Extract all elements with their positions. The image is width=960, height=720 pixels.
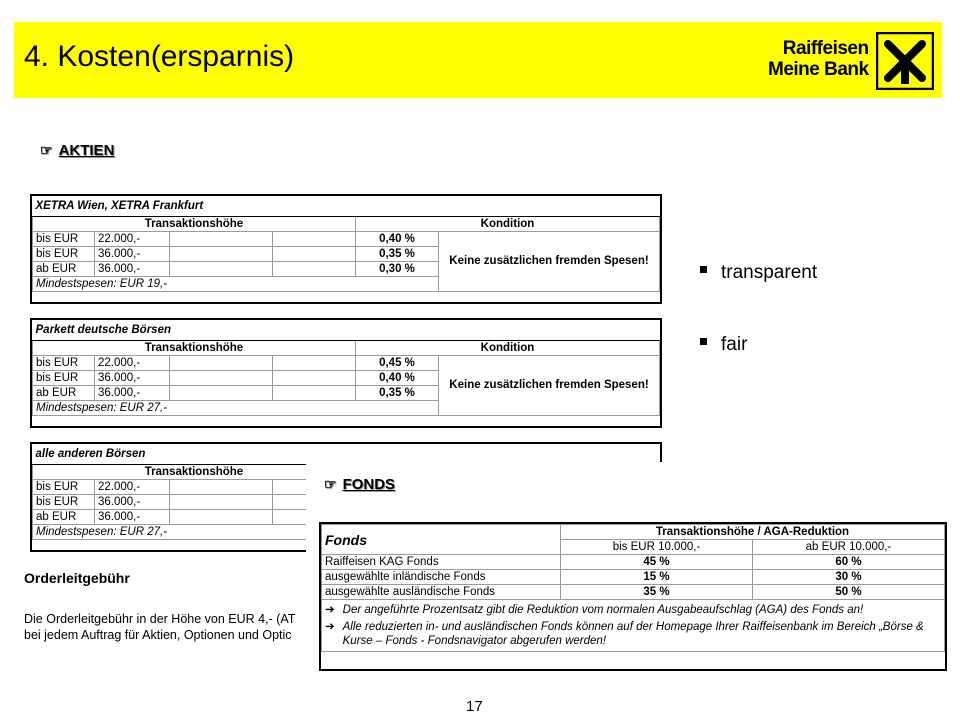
cell: 45 % bbox=[561, 555, 753, 570]
table-title: alle anderen Börsen bbox=[33, 444, 660, 465]
pointing-hand-icon: ☞ bbox=[40, 142, 53, 158]
cell: 50 % bbox=[753, 585, 945, 600]
page-number: 17 bbox=[466, 698, 483, 715]
arrow-right-icon: ➔ bbox=[325, 604, 335, 616]
spesen-note: Keine zusätzlichen fremden Spesen! bbox=[439, 232, 660, 292]
cell: 30 % bbox=[753, 570, 945, 585]
table-title: XETRA Wien, XETRA Frankfurt bbox=[33, 196, 660, 217]
brand-logo-text: Raiffeisen Meine Bank bbox=[768, 38, 869, 80]
square-bullet-icon bbox=[700, 266, 707, 273]
column-header: Transaktionshöhe bbox=[33, 341, 356, 356]
fonds-name: ausgewählte inländische Fonds bbox=[322, 570, 561, 585]
column-header: Transaktionshöhe / AGA-Reduktion bbox=[561, 525, 945, 540]
cell: 0,30 % bbox=[356, 262, 439, 277]
cell: bis EUR bbox=[33, 495, 95, 510]
min-fee: Mindestspesen: EUR 27,- bbox=[33, 525, 439, 540]
cell: 36.000,- bbox=[95, 247, 170, 262]
cell: 0,40 % bbox=[356, 371, 439, 386]
orderleit-text-1: Die Orderleitgebühr in der Höhe von EUR 4,- (AT bbox=[24, 612, 296, 626]
cell: 15 % bbox=[561, 570, 753, 585]
cell: bis EUR bbox=[33, 356, 95, 371]
cell: 36.000,- bbox=[95, 262, 170, 277]
cell: bis EUR bbox=[33, 371, 95, 386]
cell: ab EUR bbox=[33, 262, 95, 277]
aktien-heading: ☞ AKTIEN bbox=[40, 142, 115, 159]
column-header: Transaktionshöhe bbox=[33, 465, 356, 480]
cell: 0,35 % bbox=[356, 247, 439, 262]
page-title: 4. Kosten(ersparnis) bbox=[24, 40, 295, 73]
column-header: ab EUR 10.000,- bbox=[753, 540, 945, 555]
xetra-table bbox=[30, 194, 662, 304]
cell: 36.000,- bbox=[95, 510, 170, 525]
cell: 0,40 % bbox=[356, 232, 439, 247]
bullet-item: transparent bbox=[700, 262, 817, 284]
parkett-table bbox=[30, 318, 662, 428]
orderleit-heading: Orderleitgebühr bbox=[24, 570, 130, 586]
cell: 0,45 % bbox=[356, 356, 439, 371]
square-bullet-icon bbox=[700, 338, 707, 345]
cell: 35 % bbox=[561, 585, 753, 600]
cell: ab EUR bbox=[33, 510, 95, 525]
cell: 22.000,- bbox=[95, 480, 170, 495]
cell: 22.000,- bbox=[95, 356, 170, 371]
cell: 0,35 % bbox=[356, 386, 439, 401]
column-header: Kondition bbox=[356, 341, 660, 356]
fonds-name: Raiffeisen KAG Fonds bbox=[322, 555, 561, 570]
bullet-item: fair bbox=[700, 334, 747, 356]
cell: bis EUR bbox=[33, 480, 95, 495]
cell: bis EUR bbox=[33, 247, 95, 262]
cell: 36.000,- bbox=[95, 386, 170, 401]
fonds-table bbox=[319, 522, 947, 671]
orderleit-text-2: bei jedem Auftrag für Aktien, Optionen und Optic bbox=[24, 628, 292, 642]
header-bar bbox=[14, 22, 942, 98]
table-title: Parkett deutsche Börsen bbox=[33, 320, 660, 341]
column-header: Kondition bbox=[356, 217, 660, 232]
fonds-title: Fonds bbox=[322, 525, 561, 555]
fonds-heading: ☞ FONDS bbox=[324, 476, 396, 493]
column-header: bis EUR 10.000,- bbox=[561, 540, 753, 555]
cell: ab EUR bbox=[33, 386, 95, 401]
raiffeisen-gable-cross-icon bbox=[876, 32, 934, 90]
cell: 36.000,- bbox=[95, 495, 170, 510]
cell: 60 % bbox=[753, 555, 945, 570]
cell: 36.000,- bbox=[95, 371, 170, 386]
min-fee: Mindestspesen: EUR 27,- bbox=[33, 401, 439, 416]
cell: 22.000,- bbox=[95, 232, 170, 247]
fonds-name: ausgewählte ausländische Fonds bbox=[322, 585, 561, 600]
arrow-right-icon: ➔ bbox=[325, 621, 335, 633]
pointing-hand-icon: ☞ bbox=[324, 476, 337, 492]
fonds-notes: ➔ Der angeführte Prozentsatz gibt die Reduktion vom normalen Ausgabeaufschlag (AGA) des Fonds an! ➔ Alle reduzierten in- und ausländischen Fonds können auf der Homepage Ihrer Raiffeisenbank im Bereich „Börse & Kurse – Fonds - Fondsnavigator abgerufen werden! bbox=[322, 600, 945, 652]
min-fee: Mindestspesen: EUR 19,- bbox=[33, 277, 439, 292]
spesen-note: Keine zusätzlichen fremden Spesen! bbox=[439, 356, 660, 416]
cell: bis EUR bbox=[33, 232, 95, 247]
column-header: Transaktionshöhe bbox=[33, 217, 356, 232]
